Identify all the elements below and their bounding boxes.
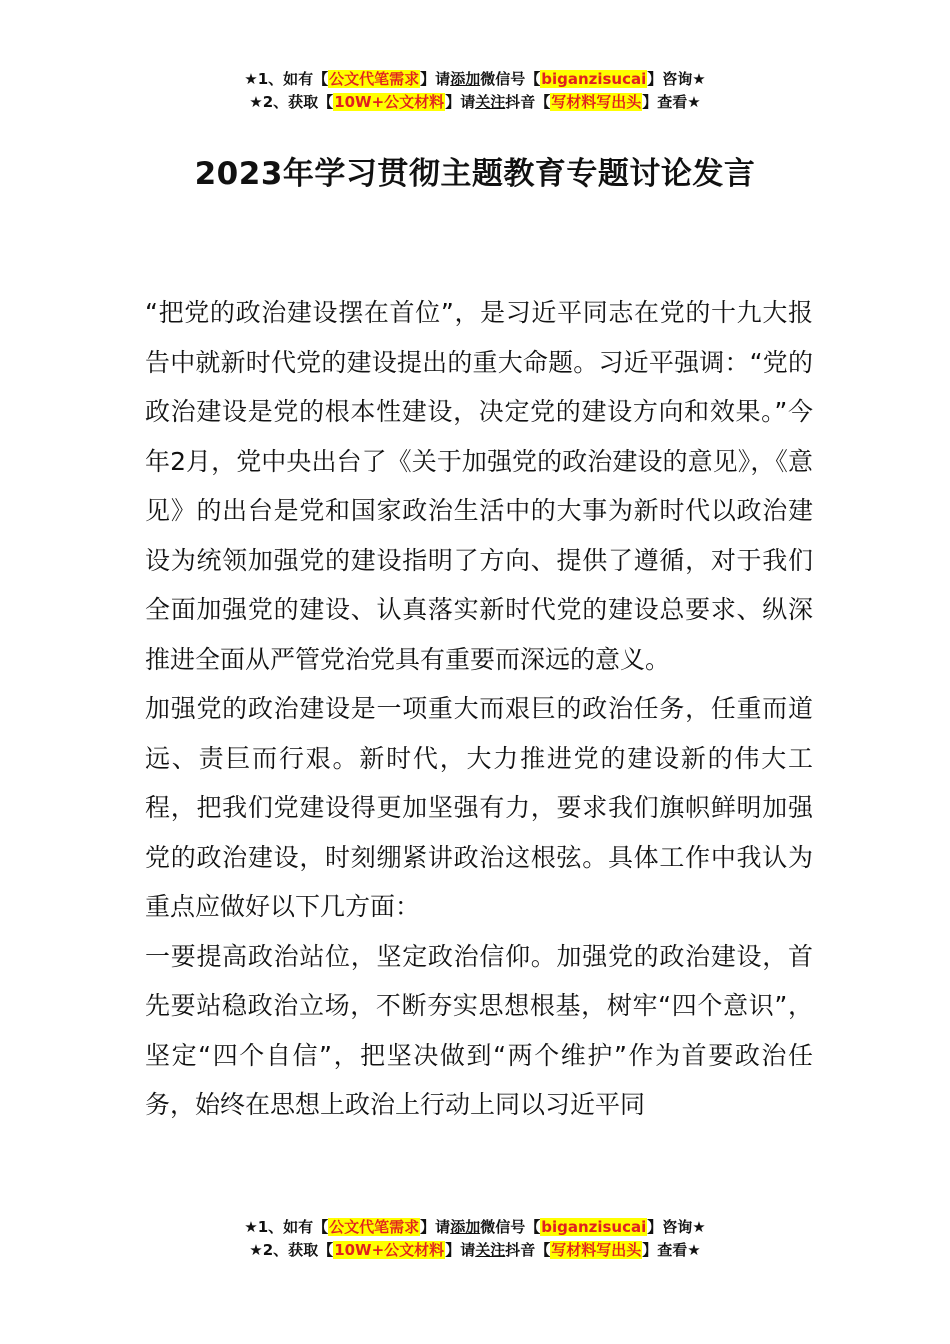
banner-highlight: 写材料写出头 xyxy=(551,93,642,111)
banner-text: 抖音【 xyxy=(505,1241,551,1259)
paragraph: 一要提高政治站位，坚定政治信仰。加强党的政治建设，首先要站稳政治立场，不断夯实思想根基，树牢“四个意识”，坚定“四个自信”，把坚决做到“两个维护”作为首要政治任务，始终在思想上政治上行动上同以习近平同 xyxy=(145,941,813,1119)
header-banner xyxy=(0,68,950,114)
banner-text: 】咨询★ xyxy=(647,1218,706,1236)
banner-text: 抖音【 xyxy=(505,93,551,111)
banner-text: ★2、获取【 xyxy=(249,93,334,111)
document-title: 2023年学习贯彻主题教育专题讨论发言 xyxy=(194,156,756,192)
banner-underlined-text: 关注 xyxy=(475,93,506,111)
banner-underlined-text: 关注 xyxy=(475,1241,506,1259)
banner-text: 微信号【 xyxy=(480,1218,541,1236)
document-body xyxy=(145,288,813,1130)
paragraph: 加强党的政治建设是一项重大而艰巨的政治任务，任重而道远、责巨而行艰。新时代，大力推进党的建设新的伟大工程，把我们党建设得更加坚强有力，要求我们旗帜鲜明加强党的政治建设，时刻绷紧讲政治这根弦。具体工作中我认为重点应做好以下几方面： xyxy=(145,694,813,921)
paragraph: “把党的政治建设摆在首位”，是习近平同志在党的十九大报告中就新时代党的建设提出的重大命题。习近平强调：“党的政治建设是党的根本性建设，决定党的建设方向和效果。”今年2月，党中央出台了《关于加强党的政治建设的意见》，《意见》的出台是党和国家政治生活中的大事为新时代以政治建设为统领加强党的建设指明了方向、提供了遵循，对于我们全面加强党的建设、认真落实新时代党的建设总要求、纵深推进全面从严管党治党具有重要而深远的意义。 xyxy=(145,298,813,674)
banner-text: 】请 xyxy=(445,93,476,111)
banner-text: 】请 xyxy=(420,1218,451,1236)
banner-text: 】请 xyxy=(420,70,451,88)
banner-line-1 xyxy=(0,68,950,91)
banner-line-2 xyxy=(0,1239,950,1262)
banner-text: 】查看★ xyxy=(642,93,701,111)
banner-highlight: 10W+公文材料 xyxy=(334,1241,445,1259)
footer-banner xyxy=(0,1216,950,1262)
banner-text: 微信号【 xyxy=(480,70,541,88)
banner-highlight: biganzisucai xyxy=(541,1218,647,1236)
banner-text: 】咨询★ xyxy=(647,70,706,88)
banner-text: 】请 xyxy=(445,1241,476,1259)
banner-line-2 xyxy=(0,91,950,114)
banner-text: ★1、如有【 xyxy=(244,1218,329,1236)
banner-underlined-text: 添加 xyxy=(450,70,481,88)
banner-text: ★1、如有【 xyxy=(244,70,329,88)
banner-highlight: biganzisucai xyxy=(541,70,647,88)
banner-line-1 xyxy=(0,1216,950,1239)
banner-text: ★2、获取【 xyxy=(249,1241,334,1259)
banner-text: 】查看★ xyxy=(642,1241,701,1259)
banner-highlight: 公文代笔需求 xyxy=(329,1218,420,1236)
banner-highlight: 10W+公文材料 xyxy=(334,93,445,111)
banner-underlined-text: 添加 xyxy=(450,1218,481,1236)
banner-highlight: 公文代笔需求 xyxy=(329,70,420,88)
banner-highlight: 写材料写出头 xyxy=(551,1241,642,1259)
